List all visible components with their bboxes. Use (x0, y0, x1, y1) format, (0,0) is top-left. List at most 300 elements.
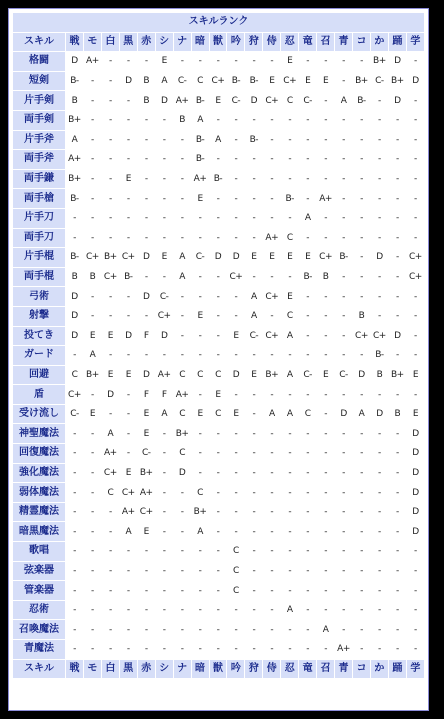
rank-cell: D (407, 464, 424, 483)
rank-cell: - (263, 268, 280, 287)
rank-cell: - (299, 483, 316, 502)
rank-cell: C- (156, 287, 173, 306)
rank-cell: - (102, 581, 119, 600)
rank-cell: - (389, 111, 406, 130)
table-row (13, 111, 424, 130)
bottom-column-header: 踊 (389, 660, 406, 679)
table-row (13, 424, 424, 443)
rank-cell: - (227, 503, 244, 522)
rank-cell: - (174, 346, 191, 365)
bottom-column-header: 学 (407, 660, 424, 679)
rank-cell: - (389, 385, 406, 404)
rank-cell: - (245, 111, 262, 130)
table-row (13, 503, 424, 522)
rank-cell: - (407, 620, 424, 639)
rank-cell: - (335, 72, 352, 91)
rank-cell: - (317, 229, 334, 248)
rank-cell: - (317, 346, 334, 365)
rank-cell: - (263, 640, 280, 659)
rank-cell: E (210, 385, 227, 404)
rank-cell: C (66, 366, 83, 385)
rank-cell: - (66, 640, 83, 659)
table-row (13, 405, 424, 424)
rank-cell: - (281, 522, 298, 541)
rank-cell: - (281, 385, 298, 404)
rank-cell: C- (335, 366, 352, 385)
rank-cell: - (245, 385, 262, 404)
rank-cell: - (281, 483, 298, 502)
rank-cell: - (174, 327, 191, 346)
rank-cell: - (371, 268, 388, 287)
rank-cell: - (210, 562, 227, 581)
rank-cell: - (138, 620, 155, 639)
rank-cell: - (120, 601, 137, 620)
rank-cell: - (210, 444, 227, 463)
rank-cell: - (84, 131, 101, 150)
rank-cell: A+ (335, 640, 352, 659)
rank-cell: - (84, 464, 101, 483)
rank-cell: B- (66, 189, 83, 208)
rank-cell: - (227, 601, 244, 620)
rank-cell: - (66, 346, 83, 365)
rank-cell: - (120, 111, 137, 130)
rank-cell: - (66, 542, 83, 561)
rank-cell: - (371, 581, 388, 600)
table-row (13, 522, 424, 541)
rank-cell: - (174, 307, 191, 326)
rank-cell: - (263, 150, 280, 169)
rank-cell: A (263, 405, 280, 424)
top-column-header: 青 (335, 33, 352, 52)
rank-cell: - (245, 405, 262, 424)
table-body (13, 52, 424, 658)
rank-cell: - (102, 170, 119, 189)
rank-cell: D (156, 91, 173, 110)
rank-cell: - (389, 542, 406, 561)
rank-cell: - (317, 91, 334, 110)
rank-cell: C+ (120, 483, 137, 502)
top-column-header: か (371, 33, 388, 52)
rank-cell: B (389, 405, 406, 424)
rank-cell: - (102, 542, 119, 561)
rank-cell: C (174, 366, 191, 385)
rank-cell: - (281, 209, 298, 228)
table-row (13, 131, 424, 150)
rank-cell: A (245, 307, 262, 326)
rank-cell: A+ (192, 170, 209, 189)
rank-cell: - (353, 287, 370, 306)
rank-cell: - (281, 268, 298, 287)
top-column-header: コ (353, 33, 370, 52)
rank-cell: - (407, 327, 424, 346)
rank-cell: - (335, 287, 352, 306)
rank-cell: - (156, 111, 173, 130)
rank-cell: - (156, 542, 173, 561)
rank-cell: - (335, 150, 352, 169)
rank-cell: B (138, 72, 155, 91)
rank-cell: - (353, 581, 370, 600)
rank-cell: - (389, 209, 406, 228)
rank-cell: A+ (138, 483, 155, 502)
rank-cell: - (102, 189, 119, 208)
table-row (13, 620, 424, 639)
bottom-column-header: ナ (174, 660, 191, 679)
rank-cell: - (84, 444, 101, 463)
rank-cell: C+ (84, 248, 101, 267)
rank-cell: - (353, 209, 370, 228)
rank-cell: - (84, 483, 101, 502)
rank-cell: - (210, 464, 227, 483)
rank-cell: - (84, 170, 101, 189)
rank-cell: - (102, 346, 119, 365)
rank-cell: - (245, 170, 262, 189)
rank-cell: - (299, 287, 316, 306)
rank-cell: - (156, 170, 173, 189)
table-row (13, 52, 424, 71)
rank-cell: - (335, 131, 352, 150)
skill-name: 射撃 (13, 307, 65, 326)
rank-cell: - (371, 131, 388, 150)
rank-cell: - (389, 424, 406, 443)
rank-cell: D (120, 72, 137, 91)
top-column-header: モ (84, 33, 101, 52)
rank-cell: C (102, 483, 119, 502)
rank-cell: - (210, 229, 227, 248)
footer-row (13, 660, 424, 679)
skill-name: 管楽器 (13, 581, 65, 600)
rank-cell: C+ (263, 327, 280, 346)
rank-cell: - (299, 464, 316, 483)
rank-cell: E (84, 405, 101, 424)
rank-cell: - (120, 131, 137, 150)
rank-cell: - (245, 52, 262, 71)
rank-cell: D (66, 307, 83, 326)
rank-cell: A (281, 366, 298, 385)
rank-cell: - (210, 150, 227, 169)
table-row (13, 562, 424, 581)
rank-cell: - (227, 189, 244, 208)
rank-cell: A (192, 111, 209, 130)
skill-name: 弱体魔法 (13, 483, 65, 502)
top-column-header: 白 (102, 33, 119, 52)
rank-cell: - (281, 346, 298, 365)
skill-name: 短剣 (13, 72, 65, 91)
rank-cell: B+ (389, 366, 406, 385)
rank-cell: - (174, 170, 191, 189)
rank-cell: - (371, 483, 388, 502)
rank-cell: E (192, 405, 209, 424)
rank-cell: E (192, 189, 209, 208)
rank-cell: - (227, 287, 244, 306)
rank-cell: - (335, 307, 352, 326)
rank-cell: - (407, 346, 424, 365)
rank-cell: - (210, 209, 227, 228)
rank-cell: B- (120, 268, 137, 287)
rank-cell: - (335, 503, 352, 522)
rank-cell: - (66, 424, 83, 443)
rank-cell: - (245, 483, 262, 502)
rank-cell: - (138, 111, 155, 130)
rank-cell: D (138, 287, 155, 306)
rank-cell: - (407, 111, 424, 130)
rank-cell: - (263, 542, 280, 561)
rank-cell: - (156, 444, 173, 463)
rank-cell: C+ (407, 248, 424, 267)
rank-cell: - (102, 91, 119, 110)
top-column-header: 竜 (299, 33, 316, 52)
top-column-header: 黒 (120, 33, 137, 52)
rank-cell: - (138, 209, 155, 228)
rank-cell: - (210, 287, 227, 306)
rank-cell: - (66, 503, 83, 522)
rank-cell: C+ (210, 72, 227, 91)
rank-cell: - (174, 601, 191, 620)
rank-cell: - (371, 209, 388, 228)
rank-cell: - (407, 131, 424, 150)
bottom-column-header: 白 (102, 660, 119, 679)
rank-cell: D (407, 483, 424, 502)
rank-cell: - (281, 503, 298, 522)
rank-cell: B- (192, 150, 209, 169)
rank-cell: - (335, 483, 352, 502)
table-row (13, 287, 424, 306)
rank-cell: - (210, 601, 227, 620)
bottom-column-header: か (371, 660, 388, 679)
rank-cell: - (263, 307, 280, 326)
rank-cell: B- (245, 131, 262, 150)
rank-cell: - (120, 287, 137, 306)
rank-cell: A+ (84, 52, 101, 71)
rank-cell: - (281, 464, 298, 483)
rank-cell: - (156, 620, 173, 639)
rank-cell: B (371, 366, 388, 385)
rank-cell: - (335, 346, 352, 365)
rank-cell: A (102, 424, 119, 443)
table-row (13, 640, 424, 659)
rank-cell: - (299, 229, 316, 248)
rank-cell: - (317, 150, 334, 169)
rank-cell: A (317, 620, 334, 639)
rank-cell: - (389, 640, 406, 659)
rank-cell: - (299, 307, 316, 326)
skill-name: 歌唱 (13, 542, 65, 561)
rank-cell: - (335, 601, 352, 620)
bottom-column-header: 獣 (210, 660, 227, 679)
rank-cell: - (263, 209, 280, 228)
rank-cell: - (299, 562, 316, 581)
rank-cell: C (281, 307, 298, 326)
rank-cell: - (66, 601, 83, 620)
rank-cell: - (156, 581, 173, 600)
rank-cell: D (102, 385, 119, 404)
rank-cell: - (174, 483, 191, 502)
rank-cell: D (389, 327, 406, 346)
rank-cell: - (317, 52, 334, 71)
header-row (13, 33, 424, 52)
rank-cell: - (281, 542, 298, 561)
rank-cell: - (335, 209, 352, 228)
rank-cell: - (317, 640, 334, 659)
rank-cell: - (138, 131, 155, 150)
rank-cell: - (281, 581, 298, 600)
rank-cell: - (138, 601, 155, 620)
rank-cell: - (192, 542, 209, 561)
rank-cell: - (245, 464, 262, 483)
rank-cell: E (299, 248, 316, 267)
rank-cell: - (353, 111, 370, 130)
table-row (13, 483, 424, 502)
rank-cell: - (263, 581, 280, 600)
rank-cell: E (407, 366, 424, 385)
rank-cell: - (371, 307, 388, 326)
table-row (13, 542, 424, 561)
rank-cell: A+ (263, 229, 280, 248)
rank-cell: - (389, 522, 406, 541)
rank-cell: B+ (371, 52, 388, 71)
rank-cell: C (192, 483, 209, 502)
rank-cell: - (156, 189, 173, 208)
rank-cell: - (210, 620, 227, 639)
rank-cell: - (389, 620, 406, 639)
rank-cell: - (174, 131, 191, 150)
rank-cell: - (317, 601, 334, 620)
rank-cell: - (263, 464, 280, 483)
rank-cell: E (120, 170, 137, 189)
rank-cell: - (156, 503, 173, 522)
rank-cell: - (407, 170, 424, 189)
rank-cell: F (156, 385, 173, 404)
top-column-header: 赤 (138, 33, 155, 52)
rank-cell: - (317, 385, 334, 404)
rank-cell: - (192, 209, 209, 228)
rank-cell: A (174, 248, 191, 267)
skill-name: 精霊魔法 (13, 503, 65, 522)
rank-cell: B- (210, 170, 227, 189)
rank-cell: - (281, 131, 298, 150)
rank-cell: - (407, 542, 424, 561)
rank-cell: C- (299, 91, 316, 110)
rank-cell: - (174, 522, 191, 541)
rank-cell: - (389, 483, 406, 502)
rank-cell: - (192, 444, 209, 463)
rank-cell: - (156, 483, 173, 502)
rank-cell: - (192, 464, 209, 483)
rank-cell: A (120, 522, 137, 541)
rank-cell: E (210, 91, 227, 110)
table-row (13, 268, 424, 287)
rank-cell: A (245, 287, 262, 306)
rank-cell: - (156, 424, 173, 443)
rank-cell: - (120, 189, 137, 208)
rank-cell: - (353, 444, 370, 463)
rank-cell: B- (281, 189, 298, 208)
rank-cell: - (371, 444, 388, 463)
rank-cell: - (407, 307, 424, 326)
rank-cell: - (84, 307, 101, 326)
rank-cell: - (389, 189, 406, 208)
rank-cell: C (210, 366, 227, 385)
rank-cell: - (299, 424, 316, 443)
bottom-column-header: 召 (317, 660, 334, 679)
rank-cell: - (299, 640, 316, 659)
rank-cell: - (317, 170, 334, 189)
rank-cell: - (138, 150, 155, 169)
rank-cell: - (353, 268, 370, 287)
rank-cell: - (389, 248, 406, 267)
rank-cell: C+ (317, 248, 334, 267)
rank-cell: - (353, 248, 370, 267)
rank-cell: - (120, 52, 137, 71)
rank-cell: C- (245, 327, 262, 346)
rank-cell: - (245, 346, 262, 365)
rank-cell: - (210, 111, 227, 130)
rank-cell: - (84, 229, 101, 248)
rank-cell: - (299, 503, 316, 522)
rank-cell: C- (174, 72, 191, 91)
rank-cell: B (66, 91, 83, 110)
rank-cell: - (174, 562, 191, 581)
rank-cell: - (210, 346, 227, 365)
top-column-header: 吟 (227, 33, 244, 52)
rank-cell: - (120, 581, 137, 600)
bottom-column-header: シ (156, 660, 173, 679)
rank-cell: - (353, 346, 370, 365)
rank-cell: - (66, 229, 83, 248)
rank-cell: - (156, 562, 173, 581)
rank-cell: B- (192, 131, 209, 150)
rank-cell: - (174, 287, 191, 306)
rank-cell: - (263, 444, 280, 463)
rank-cell: - (156, 601, 173, 620)
rank-cell: - (227, 483, 244, 502)
rank-cell: - (371, 522, 388, 541)
rank-cell: - (192, 620, 209, 639)
rank-cell: B (317, 268, 334, 287)
table-row (13, 601, 424, 620)
rank-cell: - (407, 52, 424, 71)
rank-cell: - (138, 581, 155, 600)
rank-cell: C- (227, 91, 244, 110)
rank-cell: B- (192, 91, 209, 110)
skill-name: 両手鎌 (13, 170, 65, 189)
rank-cell: C- (66, 405, 83, 424)
rank-cell: - (299, 131, 316, 150)
rank-cell: - (210, 542, 227, 561)
rank-cell: - (263, 483, 280, 502)
skill-rank-table (12, 12, 425, 679)
rank-cell: - (353, 170, 370, 189)
rank-cell: B- (371, 346, 388, 365)
bottom-column-header: 戦 (66, 660, 83, 679)
rank-cell: A (353, 405, 370, 424)
rank-cell: - (174, 503, 191, 522)
rank-cell: - (102, 209, 119, 228)
rank-cell: - (317, 405, 334, 424)
rank-cell: - (353, 640, 370, 659)
rank-cell: - (389, 131, 406, 150)
table-row (13, 464, 424, 483)
rank-cell: - (120, 620, 137, 639)
rank-cell: E (245, 366, 262, 385)
rank-cell: D (66, 327, 83, 346)
rank-cell: - (371, 170, 388, 189)
rank-cell: - (156, 464, 173, 483)
rank-cell: - (84, 581, 101, 600)
rank-cell: - (210, 307, 227, 326)
rank-cell: C+ (371, 327, 388, 346)
rank-cell: B+ (389, 72, 406, 91)
rank-cell: E (407, 405, 424, 424)
